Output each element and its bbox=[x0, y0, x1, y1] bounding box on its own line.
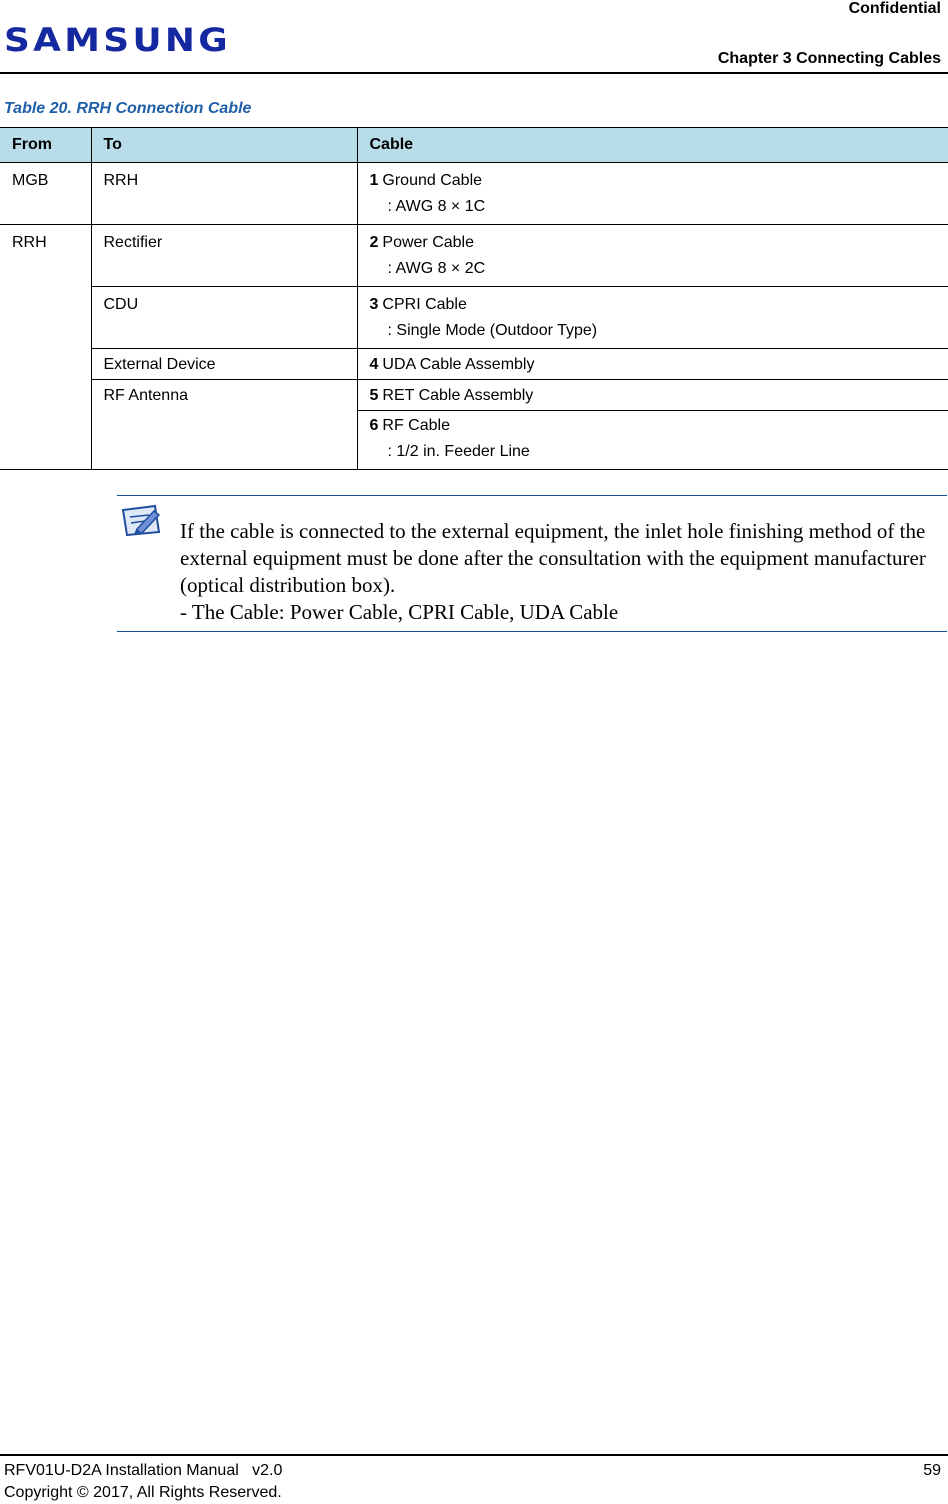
cable-number: 4 bbox=[369, 356, 379, 373]
cable-name: RET Cable Assembly bbox=[382, 387, 534, 404]
cell-to: CDU bbox=[91, 287, 357, 349]
cell-cable bbox=[357, 163, 948, 225]
cell-cable bbox=[357, 411, 948, 470]
cell-cable bbox=[357, 287, 948, 349]
column-header-cable: Cable bbox=[357, 128, 948, 163]
cell-from: RRH bbox=[0, 225, 91, 470]
cell-from: MGB bbox=[0, 163, 91, 225]
cable-detail: : 1/2 in. Feeder Line bbox=[387, 443, 530, 460]
page-number: 59 bbox=[923, 1462, 941, 1479]
cable-number: 5 bbox=[369, 387, 379, 404]
cable-detail: : Single Mode (Outdoor Type) bbox=[387, 322, 598, 339]
cable-name: CPRI Cable bbox=[382, 296, 467, 313]
note-line: - The Cable: Power Cable, CPRI Cable, UDA Cable bbox=[180, 600, 619, 624]
cable-number: 3 bbox=[369, 296, 379, 313]
table-row bbox=[0, 349, 948, 380]
cell-cable bbox=[357, 225, 948, 287]
footer-info bbox=[4, 1460, 282, 1504]
table-header-row bbox=[0, 128, 948, 163]
cable-number: 2 bbox=[369, 234, 379, 251]
cell-cable bbox=[357, 380, 948, 411]
header-divider bbox=[0, 72, 948, 74]
cell-to: RRH bbox=[91, 163, 357, 225]
column-header-to: To bbox=[91, 128, 357, 163]
table-caption: Table 20. RRH Connection Cable bbox=[4, 100, 252, 117]
table-row bbox=[0, 163, 948, 225]
samsung-logo: SAMSUNG bbox=[4, 21, 232, 59]
note-pencil-icon bbox=[121, 502, 163, 543]
cable-name: Power Cable bbox=[382, 234, 475, 251]
cable-detail: : AWG 8 × 1C bbox=[387, 198, 486, 215]
rrh-connection-table bbox=[0, 127, 948, 470]
chapter-title: Chapter 3 Connecting Cables bbox=[717, 50, 941, 67]
cell-cable bbox=[357, 349, 948, 380]
table-row bbox=[0, 380, 948, 411]
note-box bbox=[117, 495, 947, 632]
cable-name: Ground Cable bbox=[382, 172, 483, 189]
note-line: If the cable is connected to the external equipment, the inlet hole finishing method of the external equipment must be done after the consultation with the equipment manufacturer (optical distribution box). bbox=[180, 519, 926, 597]
manual-title: RFV01U-D2A Installation Manual v2.0 bbox=[4, 1462, 283, 1479]
copyright: Copyright © 2017, All Rights Reserved. bbox=[4, 1484, 282, 1501]
cell-to: External Device bbox=[91, 349, 357, 380]
table-row bbox=[0, 225, 948, 287]
cable-number: 1 bbox=[369, 172, 379, 189]
cable-name: UDA Cable Assembly bbox=[382, 356, 535, 373]
cable-number: 6 bbox=[369, 417, 379, 434]
cell-to: RF Antenna bbox=[91, 380, 357, 470]
column-header-from: From bbox=[0, 128, 91, 163]
cable-detail: : AWG 8 × 2C bbox=[387, 260, 486, 277]
footer-divider bbox=[0, 1454, 948, 1456]
note-text bbox=[180, 518, 945, 626]
cell-to: Rectifier bbox=[91, 225, 357, 287]
confidential-label: Confidential bbox=[848, 0, 941, 17]
table-row bbox=[0, 287, 948, 349]
cable-name: RF Cable bbox=[382, 417, 450, 434]
